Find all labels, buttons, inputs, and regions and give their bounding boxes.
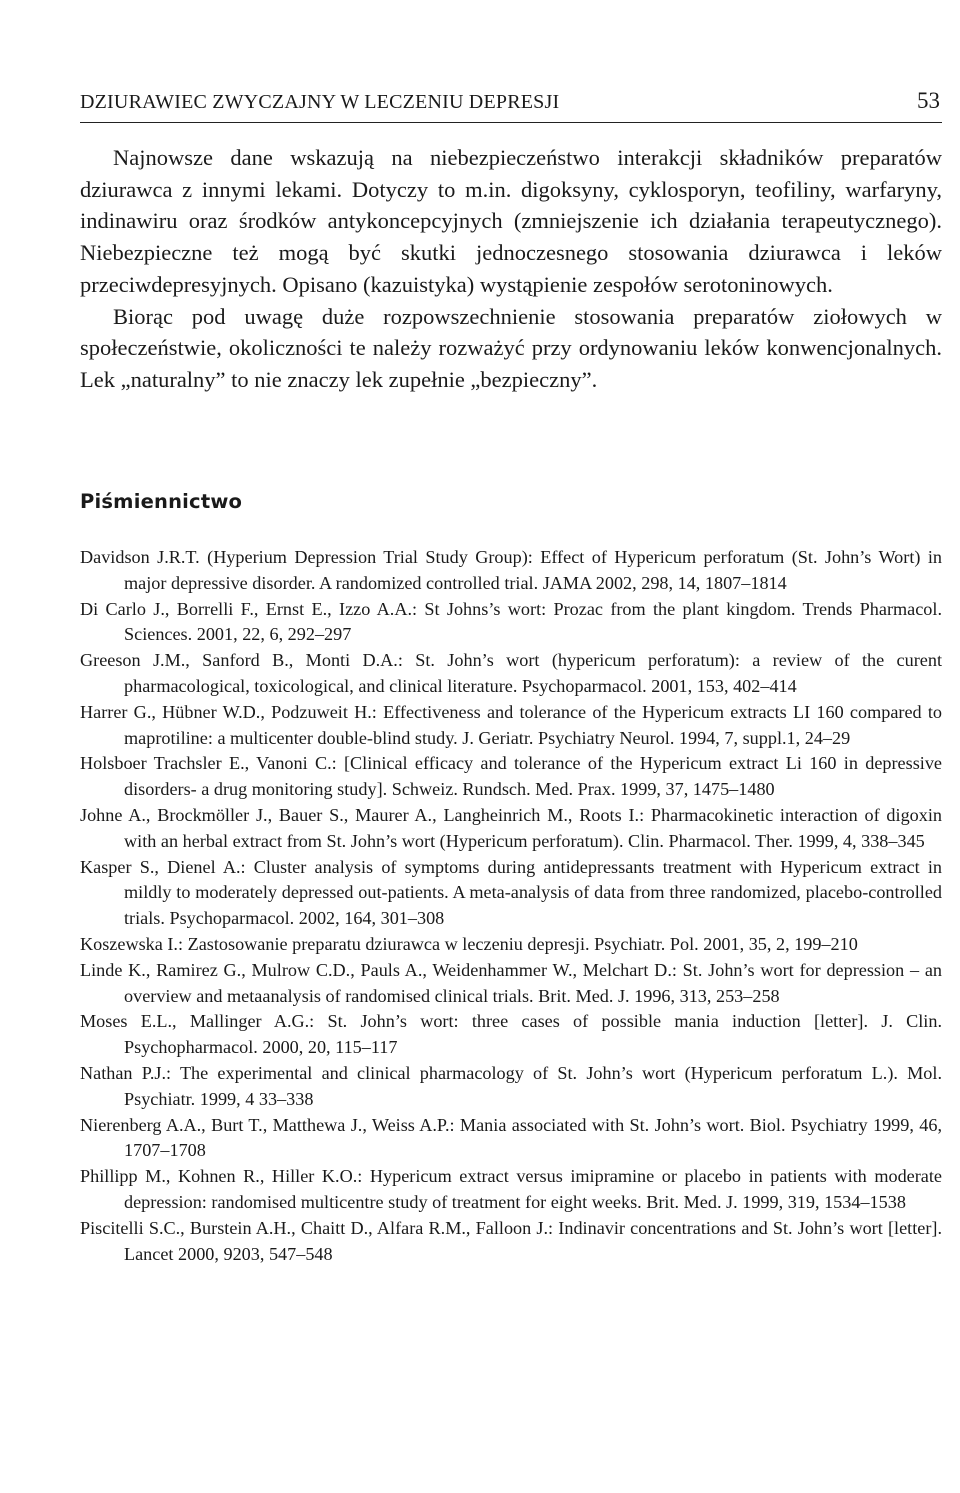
reference-item: Greeson J.M., Sanford B., Monti D.A.: St. John’s wort (hypericum perforatum): a review of the curent pharmacological, toxicological, and clinical literature. Psychoparmacol. 2001, 153, 402–414: [80, 650, 942, 696]
reference-list: [80, 545, 942, 1267]
body-paragraph: Najnowsze dane wskazują na niebezpieczeństwo interakcji składników preparatów dziurawca z innymi lekami. Dotyczy to m.in. digoksyny, cyklosporyn, teofiliny, warfaryny, indinawiru oraz środków antykoncepcyjnych (zmniejszenie ich działania terapeutycznego). Niebezpieczne też mogą być skutki jednoczesnego stosowania dziurawca i leków przeciwdepresyjnych. Opisano (kazuistyka) wystąpienie zespołów serotoninowych.: [80, 145, 942, 297]
reference-item: Nathan P.J.: The experimental and clinical pharmacology of St. John’s wort (Hypericum perforatum L.). Mol. Psychiatr. 1999, 4 33–338: [80, 1062, 942, 1109]
reference-item: Holsboer Trachsler E., Vanoni C.: [Clinical efficacy and tolerance of the Hypericum extract Li 160 in depressive disorders- a drug monitoring study]. Schweiz. Rundsch. Med. Prax. 1999, 37, 1475–1480: [80, 753, 942, 800]
body-paragraph: Biorąc pod uwagę duże rozpowszechnienie stosowania preparatów ziołowych w społeczeństwie, okoliczności te należy rozważyć przy ordynowaniu leków konwencjonalnych. Lek „naturalny” to nie znaczy lek zupełnie „bezpieczny”.: [80, 303, 942, 392]
header-title: DZIURAWIEC ZWYCZAJNY W LECZENIU DEPRESJI: [80, 91, 560, 113]
reference-item: Koszewska I.: Zastosowanie preparatu dziurawca w leczeniu depresji. Psychiatr. Pol. 2001, 35, 2, 199–210: [80, 933, 858, 954]
bibliography-heading: Piśmiennictwo: [80, 490, 243, 513]
running-header: [80, 88, 942, 123]
reference-item: Di Carlo J., Borrelli F., Ernst E., Izzo A.A.: St Johns’s wort: Prozac from the plant kingdom. Trends Pharmacol. Sciences. 2001, 22, 6, 292–297: [80, 598, 942, 645]
reference-item: Harrer G., Hübner W.D., Podzuweit H.: Effectiveness and tolerance of the Hypericum extracts LI 160 compared to maprotiline: a multicenter double-blind study. J. Geriatr. Psychiatry Neurol. 1994, 7, suppl.1, 24–29: [80, 701, 942, 748]
reference-item: Kasper S., Dienel A.: Cluster analysis of symptoms during antidepressants treatment with Hypericum extract in mildly to moderately depressed out-patients. A meta-analysis of data from three randomized, placebo-controlled trials. Psychoparmacol. 2002, 164, 301–308: [80, 856, 942, 929]
reference-item: Linde K., Ramirez G., Mulrow C.D., Pauls A., Weidenhammer W., Melchart D.: St. John’s wort for depression – an overview and metaanalysis of randomised clinical trials. Brit. Med. J. 1996, 313, 253–258: [80, 959, 942, 1006]
body-text: [80, 142, 942, 396]
reference-item: Johne A., Brockmöller J., Bauer S., Maurer A., Langheinrich M., Roots I.: Pharmacokinetic interaction of digoxin with an herbal extract from St. John’s wort (Hypericum perforatum). Clin. Pharmacol. Ther. 1999, 4, 338–345: [80, 804, 942, 851]
page-number: 53: [917, 88, 940, 113]
reference-item: Nierenberg A.A., Burt T., Matthewa J., Weiss A.P.: Mania associated with St. John’s wort. Biol. Psychiatry 1999, 46, 1707–1708: [80, 1114, 942, 1161]
reference-item: Phillipp M., Kohnen R., Hiller K.O.: Hypericum extract versus imipramine or placebo in patients with moderate depression: randomised multicentre study of treatment for eight weeks. Brit. Med. J. 1999, 319, 1534–1538: [80, 1166, 942, 1212]
reference-item: Moses E.L., Mallinger A.G.: St. John’s wort: three cases of possible mania induction [letter]. J. Clin. Psychopharmacol. 2000, 20, 115–117: [80, 1011, 942, 1058]
reference-item: Piscitelli S.C., Burstein A.H., Chaitt D., Alfara R.M., Falloon J.: Indinavir concentrations and St. John’s wort [letter]. Lancet 2000, 9203, 547–548: [80, 1217, 942, 1264]
reference-item: Davidson J.R.T. (Hyperium Depression Trial Study Group): Effect of Hypericum perforatum (St. John’s Wort) in major depressive disorder. A randomized controlled trial. JAMA 2002, 298, 14, 1807–1814: [80, 547, 942, 593]
